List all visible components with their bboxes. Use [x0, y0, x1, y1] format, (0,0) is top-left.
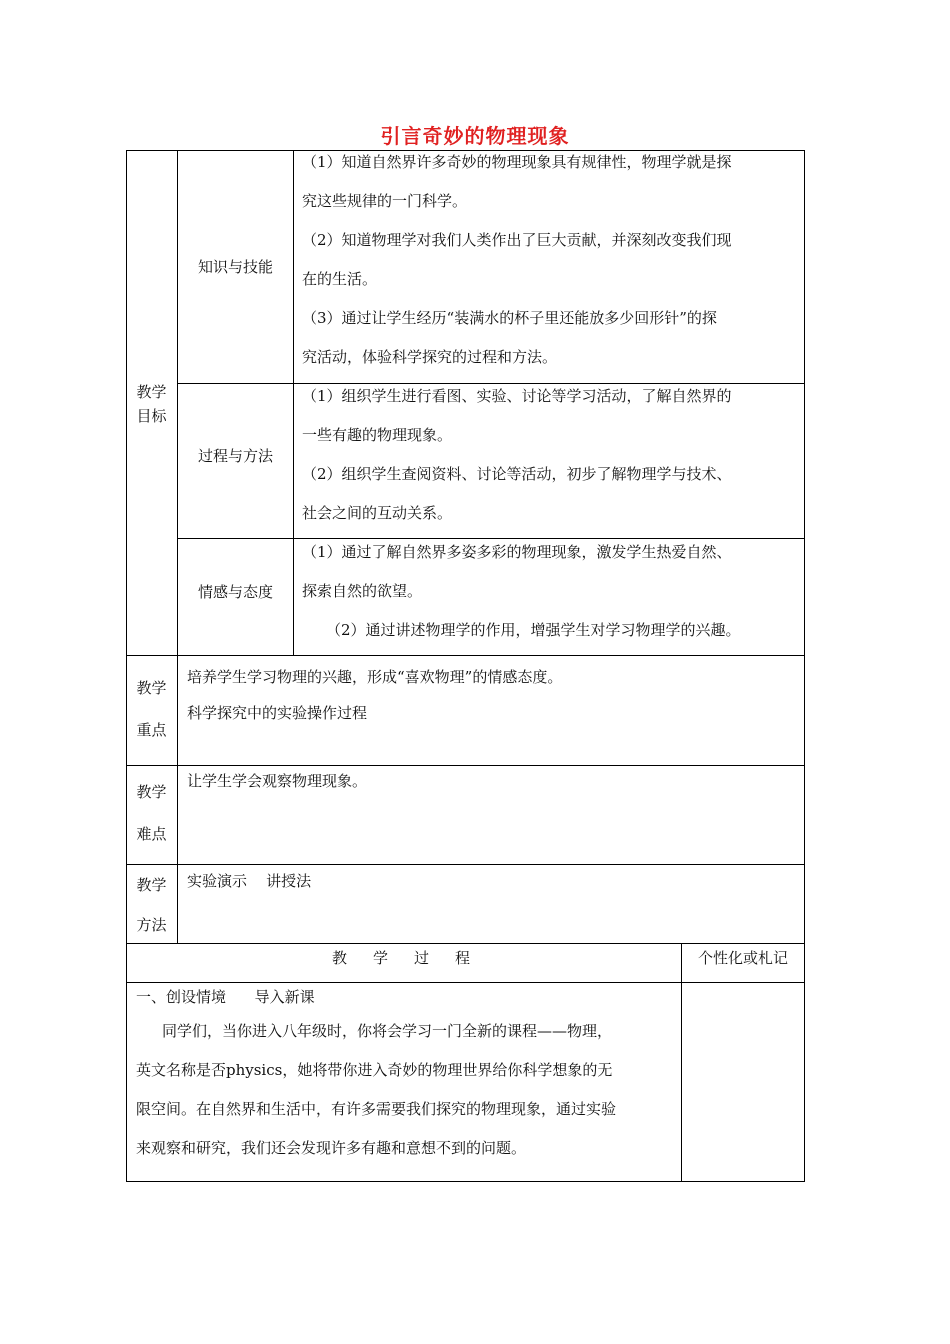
- text-line: （2）知道物理学对我们人类作出了巨大贡献，并深刻改变我们现: [302, 231, 732, 249]
- text-line: （2）组织学生查阅资料、讨论等活动，初步了解物理学与技术、: [302, 465, 732, 483]
- row-divider: [126, 943, 805, 944]
- text-line: （1）组织学生进行看图、实验、讨论等学习活动，了解自然界的: [302, 387, 732, 405]
- methods-label-line: 方法: [136, 916, 167, 934]
- text-line: 培养学生学习物理的兴趣，形成“喜欢物理”的情感态度。: [187, 668, 563, 686]
- emotion-attitude-label: 情感与态度: [197, 583, 273, 601]
- methods-label-line: 教学: [136, 876, 167, 894]
- emotion-attitude-text: [302, 533, 741, 650]
- text-line: 在的生活。: [302, 270, 378, 288]
- difficulties-label-line: 教学: [136, 783, 167, 801]
- text-line: 科学探究中的实验操作过程: [187, 704, 368, 722]
- notes-header: 个性化或札记: [697, 949, 788, 967]
- text-line: 限空间。在自然界和生活中，有许多需要我们探究的物理现象，通过实验: [136, 1100, 617, 1118]
- process-methods-label: 过程与方法: [197, 447, 273, 465]
- text-line: 同学们，当你进入八年级时，你将会学习一门全新的课程——物理，: [162, 1022, 613, 1040]
- text-line: 探索自然的欲望。: [302, 582, 423, 600]
- text-line: 英文名称是否physics，她将带你进入奇妙的物理世界给你科学想象的无: [136, 1061, 613, 1079]
- row-divider: [126, 864, 805, 865]
- key-points-text: [187, 659, 562, 731]
- process-methods-text: [302, 377, 732, 533]
- difficulties-text: 让学生学会观察物理现象。: [187, 772, 368, 790]
- table-border-bottom: [126, 1181, 805, 1182]
- objectives-label: [126, 380, 177, 428]
- process-heading: 一、创设情境 导入新课: [136, 988, 315, 1006]
- column-divider: [293, 150, 294, 656]
- key-points-label: [126, 667, 177, 751]
- text-line: （1）知道自然界许多奇妙的物理现象具有规律性，物理学就是探: [302, 153, 732, 171]
- difficulties-label: [126, 771, 177, 855]
- text-line: （2）通过讲述物理学的作用，增强学生对学习物理学的兴趣。: [326, 621, 741, 639]
- text-line: 究这些规律的一门科学。: [302, 192, 468, 210]
- table-border-right: [804, 150, 805, 1182]
- methods-text: 实验演示 讲授法: [187, 872, 312, 890]
- methods-label: [126, 865, 177, 945]
- document-title: 引言奇妙的物理现象: [380, 124, 570, 148]
- process-intro-text: [136, 1012, 616, 1168]
- row-divider: [126, 765, 805, 766]
- text-line: 一些有趣的物理现象。: [302, 426, 453, 444]
- knowledge-skills-label: 知识与技能: [197, 258, 273, 276]
- key-points-label-line: 重点: [136, 721, 167, 739]
- knowledge-skills-text: [302, 143, 732, 377]
- column-divider: [681, 943, 682, 1182]
- difficulties-label-line: 难点: [136, 825, 167, 843]
- key-points-label-line: 教学: [136, 679, 167, 697]
- row-divider: [126, 982, 805, 983]
- text-line: 究活动，体验科学探究的过程和方法。: [302, 348, 558, 366]
- text-line: （1）通过了解自然界多姿多彩的物理现象，激发学生热爱自然、: [302, 543, 732, 561]
- table-border-left: [126, 150, 127, 1182]
- process-header: 教学过程: [332, 949, 497, 967]
- text-line: 社会之间的互动关系。: [302, 504, 453, 522]
- text-line: 来观察和研究，我们还会发现许多有趣和意想不到的问题。: [136, 1139, 527, 1157]
- row-divider: [126, 655, 805, 656]
- objectives-label-line: 教学: [136, 383, 167, 401]
- text-line: （3）通过让学生经历“装满水的杯子里还能放多少回形针”的探: [302, 309, 717, 327]
- objectives-label-line: 目标: [136, 407, 167, 425]
- lesson-plan-table: [126, 150, 805, 1182]
